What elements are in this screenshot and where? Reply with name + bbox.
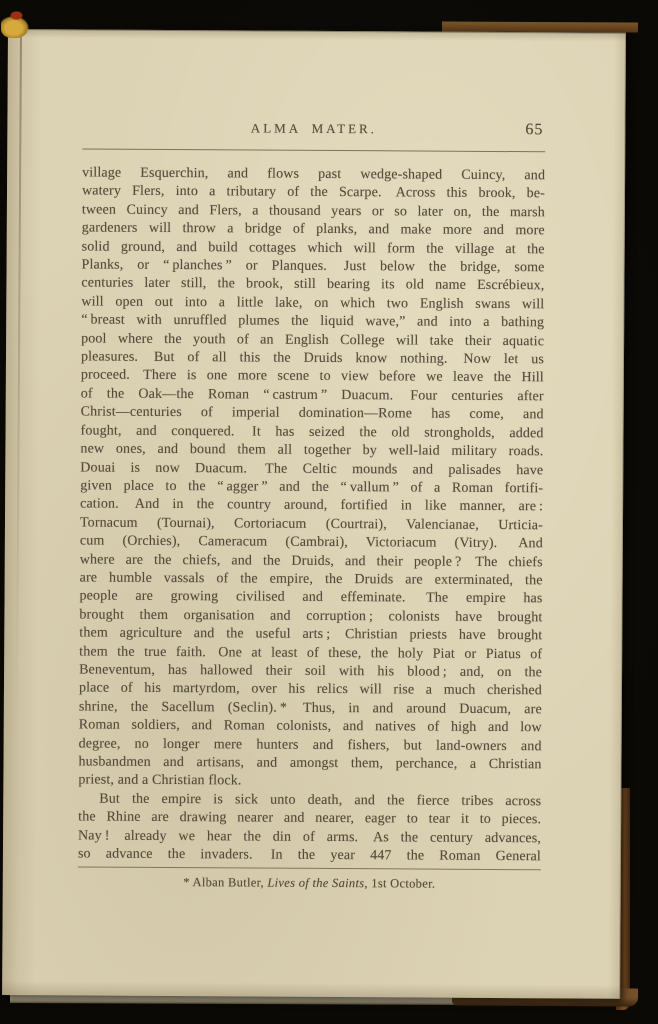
text-line-26: them agriculture and the useful arts ; Christian priests have brought: [79, 625, 543, 644]
text-line-11: pleasures. But of all this the Druids know nothing. Now let us: [80, 349, 545, 368]
text-line-35: But the empire is sick unto death, and the fierce tribes across: [99, 791, 542, 810]
text-line-37: Nay ! already we hear the din of arms. As the century advances,: [78, 828, 542, 846]
footnote-suffix: , 1st October.: [364, 876, 436, 892]
footnote-book-title: Lives of the Saints: [267, 876, 365, 891]
text-line-3: tween Cuincy and Flers, a thousand years or so later on, the marsh: [81, 202, 545, 221]
text-line-21: cum (Orchies), Cameracum (Cambrai), Victoriacum (Vitry). And: [79, 533, 543, 552]
text-line-16: new ones, and bound them all together by well-laid military roads.: [80, 441, 544, 460]
text-line-31: Roman soldiers, and Roman colonists, and natives of high and low: [78, 717, 542, 736]
text-line-24: people are growing civilised and effeminate. The empire has: [79, 588, 543, 607]
book-page: [2, 29, 626, 999]
running-title: ALMA MATER.: [250, 120, 378, 137]
footnote: [78, 875, 541, 893]
text-line-32: degree, no longer mere hunters and fishers, but land-owners and: [78, 736, 542, 754]
text-line-10: pool where the youth of an English College will take their aquatic: [81, 331, 545, 349]
text-line-9: “ breast with unruffled plumes the liquid wave,” and into a bathing: [81, 312, 545, 331]
text-line-4: gardeners will throw a bridge of planks, and make more and more: [81, 220, 545, 239]
text-line-13: of the Oak—the Roman “ castrum ” Duacum. Four centuries after: [80, 386, 544, 405]
text-line-2: watery Flers, into a tributary of the Scarpe. Across this brook, be-: [81, 183, 546, 202]
text-line-29: place of his martyrdom, over his relics will rise a much cherished: [78, 680, 543, 699]
page-number: 65: [525, 121, 544, 139]
text-line-18: given place to the “ agger ” and the “ vallum ” of a Roman fortifi-: [80, 478, 544, 497]
text-line-36: the Rhine are drawing nearer and nearer, eager to tear it to pieces.: [78, 809, 542, 828]
text-line-6: Planks, or “ planches ” or Planques. Just below the bridge, some: [81, 257, 545, 276]
text-line-14: Christ—centuries of imperial domination—Rome has come, and: [80, 404, 544, 423]
text-line-23: are humble vassals of the empire, the Druids are exterminated, the: [79, 570, 543, 589]
text-line-38: so advance the invaders. In the year 447 the Roman General: [77, 846, 541, 865]
footnote-rule: [78, 867, 541, 871]
body-text: [78, 164, 545, 866]
text-line-27: them the true faith. One at least of these, the holy Piat or Piatus of: [79, 644, 543, 662]
red-spine-speck: [10, 11, 23, 20]
text-line-15: fought, and conquered. It has seized the old strongholds, added: [80, 423, 544, 441]
footnote-prefix: * Alban Butler,: [183, 875, 268, 891]
text-line-7: centuries later still, the brook, still bearing its old name Escrébieux,: [81, 275, 545, 294]
text-line-20: Tornacum (Tournai), Cortoriacum (Courtrai), Valencianae, Urticia-: [79, 515, 544, 533]
text-line-34: priest, and a Christian flock.: [78, 772, 242, 789]
text-line-17: Douai is now Duacum. The Celtic mounds and palisades have: [80, 459, 544, 478]
text-line-19: cation. And in the country around, fortified in like manner, are :: [80, 496, 544, 515]
text-line-22: where are the chiefs, and the Druids, and their people ? The chiefs: [79, 551, 543, 570]
text-line-28: Beneventum, has hallowed their soil with his blood ; and, on the: [79, 662, 543, 681]
page-crease: [16, 29, 22, 705]
text-line-12: proceed. There is one more scene to view before we leave the Hill: [80, 367, 544, 386]
text-line-8: will open out into a little lake, on which two English swans will: [81, 294, 545, 313]
header-rule: [82, 148, 545, 152]
text-line-30: shrine, the Sacellum (Seclin). * Thus, in and around Duacum, are: [78, 699, 542, 718]
text-line-5: solid ground, and build cottages which will form the village at the: [81, 239, 545, 257]
text-line-25: brought them organisation and corruption ; colonists have brought: [79, 607, 543, 626]
printed-text-block: [78, 119, 546, 892]
running-head: [82, 119, 545, 140]
text-line-1: village Esquerchin, and flows past wedge-shaped Cuincy, and: [82, 165, 546, 184]
text-line-33: husbandmen and artisans, and amongst them, perchance, a Christian: [78, 754, 542, 773]
